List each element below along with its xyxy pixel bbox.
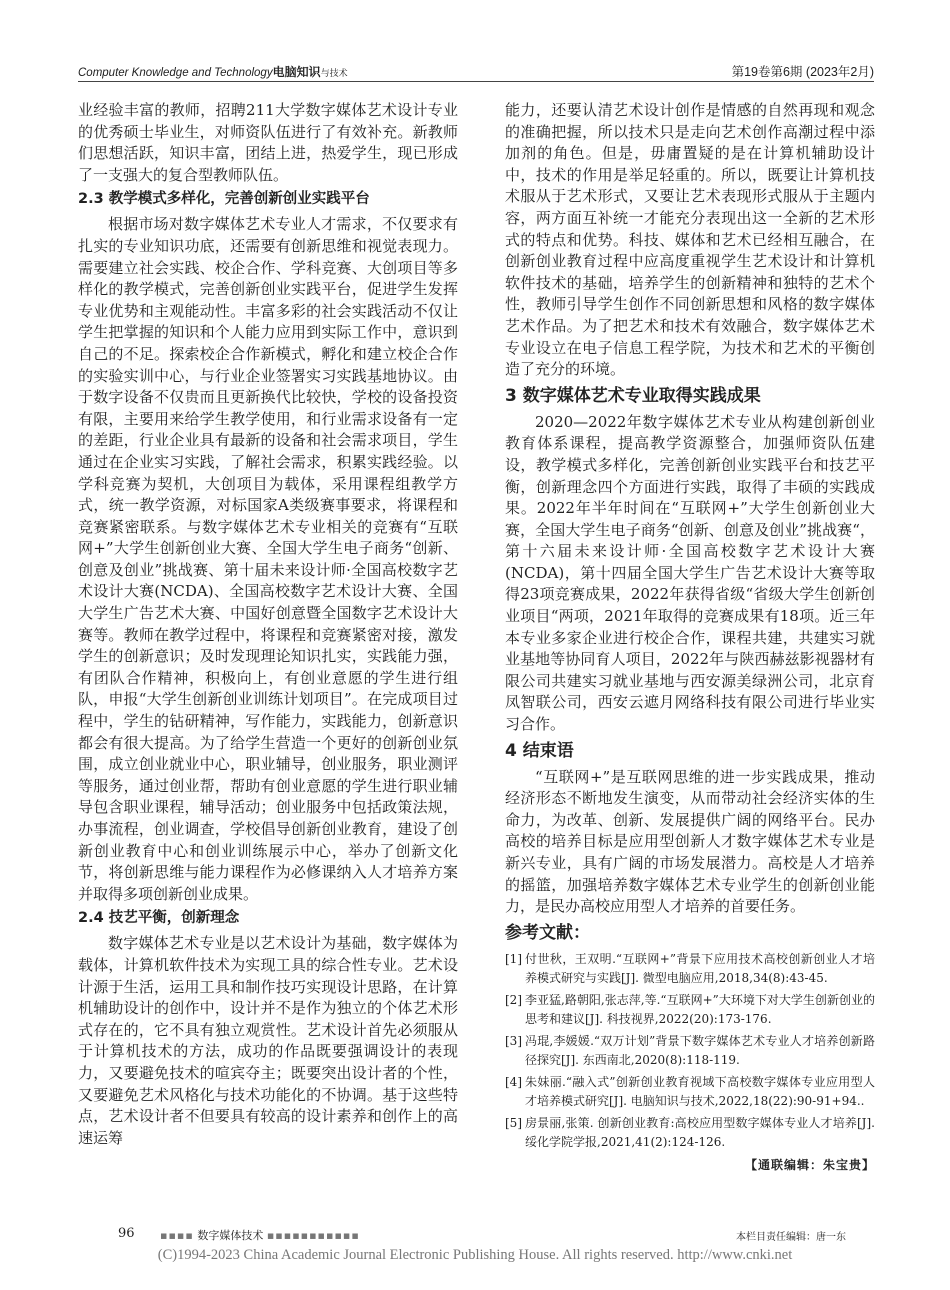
reference-text: 冯琨,李媛媛.“双万计划”背景下数字媒体艺术专业人才培养创新路径探究[J]. 东西南北,2020(8):118-119. (525, 1033, 875, 1067)
running-header (78, 60, 874, 80)
paragraph-2-4: 数字媒体艺术专业是以艺术设计为基础，数字媒体为载体，计算机软件技术为实现工具的综合性专业。艺术设计源于生活，运用工具和制作技巧实现设计思路，在计算机辅助设计的创作中，设计并不是作为独立的个体艺术形式存在的，它不具有独立观赏性。艺术设计首先必须服从于计算机技术的方法，成功的作品既要强调设计的表现力，又要避免技术的喧宾夺主；既要突出设计者的个性，又要避免艺术风格化与技术功能化的不协调。基于这些特点，艺术设计者不但要具有较高的设计素养和创作上的高速运筹 (78, 934, 458, 1147)
section-heading-4: 4 结束语 (505, 740, 574, 761)
reference-text: 房景丽,张策. 创新创业教育:高校应用型数字媒体专业人才培养[J]. 绥化学院学报,2021,41(2):124-126. (525, 1115, 875, 1149)
section-heading-2-4: 2.4 技艺平衡，创新理念 (78, 910, 240, 927)
page-number: 96 (118, 1226, 135, 1241)
section-dots-right: ▪▪▪▪▪▪▪▪▪▪▪ (266, 1229, 360, 1242)
reference-item (505, 950, 875, 988)
reference-text: 李亚猛,路朝阳,张志萍,等.“互联网+”大环境下对大学生创新创业的思考和建议[J]. 科技视界,2022(20):173-176. (525, 992, 875, 1026)
reference-text: 付世秋，王双明.“互联网+”背景下应用技术高校创新创业人才培养模式研究与实践[J]. 微型电脑应用,2018,34(8):43-45. (525, 951, 875, 985)
header-rule (78, 81, 874, 82)
reference-number: [2] (505, 992, 522, 1007)
reference-number: [1] (505, 951, 522, 966)
journal-name-zh: 电脑知识 (272, 65, 321, 79)
reference-number: [4] (505, 1074, 522, 1089)
references-heading: 参考文献： (505, 922, 590, 943)
section-heading-2-3: 2.3 教学模式多样化，完善创新创业实践平台 (78, 191, 370, 208)
running-footer (78, 1224, 874, 1244)
reference-number: [3] (505, 1033, 522, 1048)
reference-item (505, 991, 875, 1029)
section-heading-3: 3 数字媒体艺术专业取得实践成果 (505, 385, 761, 406)
section-label (160, 1227, 360, 1243)
reference-text: 朱妹丽.“融入式”创新创业教育视域下高校数字媒体专业应用型人才培养模式研究[J]. 电脑知识与技术,2022,18(22):90-91+94.. (525, 1074, 875, 1108)
reference-item (505, 1032, 875, 1070)
reference-number: [5] (505, 1115, 522, 1130)
left-column (78, 100, 458, 1149)
right-column (505, 100, 875, 1176)
section-dots-left: ▪▪▪▪ (160, 1229, 194, 1242)
reference-item (505, 1114, 875, 1152)
responsible-editor: 本栏目责任编辑：唐一东 (736, 1232, 846, 1243)
paragraph-4: “互联网+”是互联网思维的进一步实践成果，推动经济形态不断地发生演变，从而带动社会经济实体的生命力，为改革、创新、发展提供广阔的网络平台。民办高校的培养目标是应用型创新人才数字媒体艺术专业是新兴专业，具有广阔的市场发展潜力。高校是人才培养的摇篮，加强培养数字媒体艺术专业学生的创新创业能力，是民办高校应用型人才培养的首要任务。 (505, 767, 875, 916)
journal-name-zh-suffix: 与技术 (320, 68, 348, 78)
copyright-line: (C)1994-2023 China Academic Journal Electronic Publishing House. All rights reserved. http://www.cnki.net (157, 1247, 793, 1263)
paragraph-2-3: 根据市场对数字媒体艺术专业人才需求，不仅要求有扎实的专业知识功底，还需要有创新思维和视觉表现力。需要建立社会实践、校企合作、学科竞赛、大创项目等多样化的教学模式，完善创新创业实践平台，促进学生发挥专业优势和主观能动性。丰富多彩的社会实践活动不仅让学生把掌握的知识和个人能力应用到实际工作中，意识到自己的不足。探索校企合作新模式，孵化和建立校企合作的实验实训中心，与行业企业签署实习实践基地协议。由于数字设备不仅贵而且更新换代比较快，学校的设备投资有限，主要用来给学生教学使用，和行业需求设备有一定的差距，行业企业具有最新的设备和社会需求项目，学生通过在企业实习实践，了解社会需求，积累实践经验。以学科竞赛为契机，大创项目为载体，采用课程组教学方式，统一教学资源，对标国家A类级赛事要求，将课程和竞赛紧密联系。与数字媒体艺术专业相关的竞赛有“互联网+”大学生创新创业大赛、全国大学生电子商务“创新、创意及创业”挑战赛、第十届未来设计师·全国高校数字艺术设计大赛(NCDA)、全国高校数字艺术设计大赛、全国大学生广告艺术大赛、中国好创意暨全国数字艺术设计大赛等。教师在教学过程中，将课程和竞赛紧密对接，激发学生的创新意识；及时发现理论知识扎实，实践能力强，有团队合作精神，积极向上，有创业意愿的学生进行组队，申报“大学生创新创业训练计划项目”。在完成项目过程中，学生的钻研精神，写作能力，实践能力，创新意识都会有很大提高。为了给学生营造一个更好的创新创业氛围，成立创业就业中心，职业辅导，创业服务，职业测评等服务，通过创业帮，帮助有创业意愿的学生进行职业辅导包含职业课程，辅导活动；创业服务中包括政策法规，办事流程，创业调查，学校倡导创新创业教育，建设了创新创业教育中心和创业训练展示中心，举办了创新文化节，将创新思维与能力课程作为必修课纳入人才培养方案并取得多项创新创业成果。 (78, 215, 458, 903)
issue-info: 第19卷第6期 (2023年2月) (731, 65, 874, 79)
paragraph-3: 2020—2022年数字媒体艺术专业从构建创新创业教育体系课程，提高教学资源整合，加强师资队伍建设，教学模式多样化，完善创新创业实践平台和技艺平衡，创新理念四个方面进行实践，取得了丰硕的实践成果。2022年半年时间在“互联网+”大学生创新创业大赛，全国大学生电子商务“创新、创意及创业”挑战赛“，第十六届未来设计师·全国高校数字艺术设计大赛(NCDA)，第十四届全国大学生广告艺术设计大赛等取得23项竞赛成果，2022年获得省级“省级大学生创新创业项目“两项，2021年取得的竞赛成果有18项。近三年本专业多家企业进行校企合作，课程共建，共建实习就业基地等协同育人项目，2022年与陕西赫兹影视器材有限公司共建实习就业基地与西安源美绿洲公司，北京育凤智联公司，西安云遮月网络科技有限公司进行毕业实习合作。 (505, 412, 875, 734)
paragraph-continued: 能力，还要认清艺术设计创作是情感的自然再现和观念的准确把握，所以技术只是走向艺术创作高潮过程中添加剂的角色。但是，毋庸置疑的是在计算机辅助设计中，技术的作用是举足轻重的。所以，既要让计算机技术服从于艺术形式，又要让艺术表现形式服从于主题内容，两方面互补统一才能充分表现出这一全新的艺术形式的特点和优势。科技、媒体和艺术已经相互融合，在创新创业教育过程中应高度重视学生艺术设计和计算机软件技术的基础，培养学生的创新精神和独特的艺术个性，教师引导学生创作不同创新思想和风格的数字媒体艺术作品。为了把艺术和技术有效融合，数字媒体艺术专业设立在电子信息工程学院，为技术和艺术的平衡创造了充分的环境。 (505, 101, 875, 379)
reference-list (505, 950, 875, 1152)
section-name: 数字媒体技术 (197, 1229, 264, 1242)
journal-name-en: Computer Knowledge and Technology (78, 67, 273, 79)
paragraph-continued: 业经验丰富的教师，招聘211大学数字媒体艺术设计专业的优秀硕士毕业生，对师资队伍进行了有效补充。新教师们思想活跃，知识丰富，团结上进，热爱学生，现已形成了一支强大的复合型教师队伍。 (78, 101, 458, 184)
journal-name (78, 63, 348, 80)
reference-item (505, 1073, 875, 1111)
editor-note: 【通联编辑：朱宝贵】 (744, 1157, 875, 1172)
